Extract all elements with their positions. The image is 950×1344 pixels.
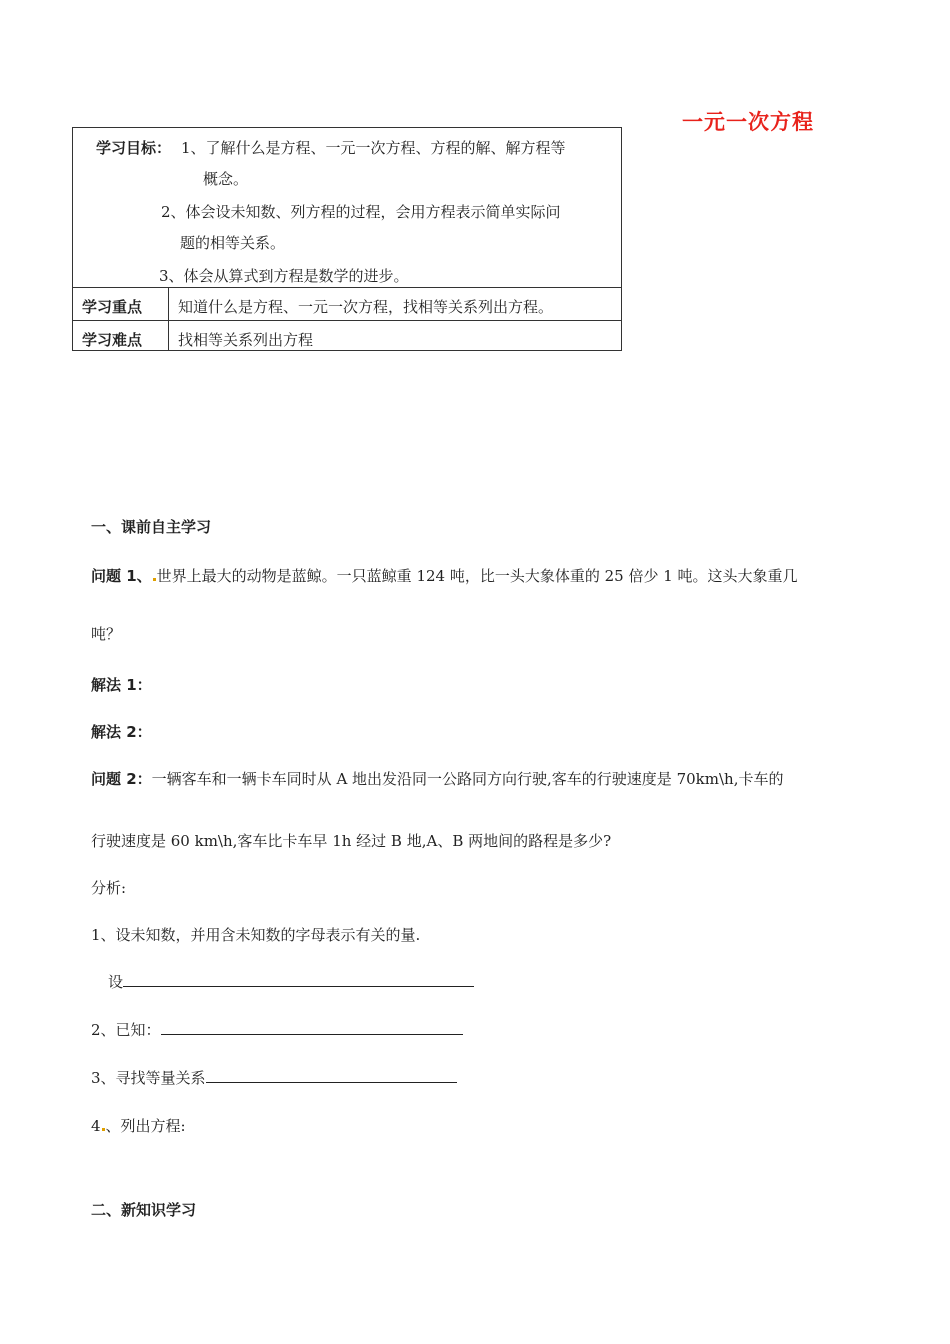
step-3-label: 3、寻找等量关系 <box>91 1069 206 1087</box>
difficulty-label: 学习难点 <box>82 331 143 349</box>
question-2-text: 一辆客车和一辆卡车同时从 A 地出发沿同一公路同方向行驶,客车的行驶速度是 70km\h,卡车的 <box>151 770 784 788</box>
analysis-label: 分析: <box>91 879 127 897</box>
question-1-continued: 吨？ <box>91 625 122 643</box>
step-1: 1、设未知数，并用含未知数的字母表示有关的量. <box>91 926 421 944</box>
step-1-set-label: 设 <box>108 973 124 991</box>
goal-3: 3、体会从算式到方程是数学的进步。 <box>159 267 409 285</box>
step-3-answer-blank[interactable] <box>206 1068 457 1083</box>
step-3-row <box>91 1067 457 1088</box>
step-4-number: 4 <box>91 1117 101 1135</box>
section-1-heading: 一、课前自主学习 <box>91 518 212 536</box>
step-4 <box>91 1115 186 1136</box>
solution-2-label: 解法 2： <box>91 723 152 741</box>
question-2 <box>91 768 783 789</box>
document-title: 一元一次方程 <box>682 110 814 134</box>
step-2-label: 2、已知： <box>91 1021 161 1039</box>
question-2-continued: 行驶速度是 60 km\h,客车比卡车早 1h 经过 B 地,A、B 两地间的路程是多少? <box>91 832 612 850</box>
marker-dot <box>153 578 156 581</box>
step-2-row <box>91 1019 463 1040</box>
goal-1-line-2: 概念。 <box>203 170 249 188</box>
goals-label: 学习目标： <box>96 139 172 157</box>
question-1 <box>91 565 798 586</box>
difficulty-text: 找相等关系列出方程 <box>178 331 314 349</box>
step-1-answer-blank[interactable] <box>123 972 474 987</box>
solution-1-label: 解法 1： <box>91 676 152 694</box>
table-divider <box>73 287 621 288</box>
question-2-label: 问题 2： <box>91 770 152 788</box>
question-1-label: 问题 1、 <box>91 567 152 585</box>
goal-2-line-1: 2、体会设未知数、列方程的过程，会用方程表示简单实际问 <box>161 203 561 221</box>
table-column-divider <box>168 287 169 351</box>
step-1-set-row <box>108 971 474 992</box>
goal-2-line-2: 题的相等关系。 <box>180 234 286 252</box>
marker-dot <box>102 1128 105 1131</box>
table-divider <box>73 320 621 321</box>
key-points-text: 知道什么是方程、一元一次方程，找相等关系列出方程。 <box>178 298 554 316</box>
objectives-table <box>72 127 622 351</box>
section-2-heading: 二、新知识学习 <box>91 1201 197 1219</box>
goal-1-line-1: 1、了解什么是方程、一元一次方程、方程的解、解方程等 <box>181 139 566 157</box>
key-points-label: 学习重点 <box>82 298 143 316</box>
question-1-text: 世界上最大的动物是蓝鲸。一只蓝鲸重 124 吨，比一头大象体重的 25 倍少 1 吨。这头大象重几 <box>156 567 798 585</box>
step-4-text: 、列出方程: <box>105 1117 186 1135</box>
step-2-answer-blank[interactable] <box>161 1020 463 1035</box>
